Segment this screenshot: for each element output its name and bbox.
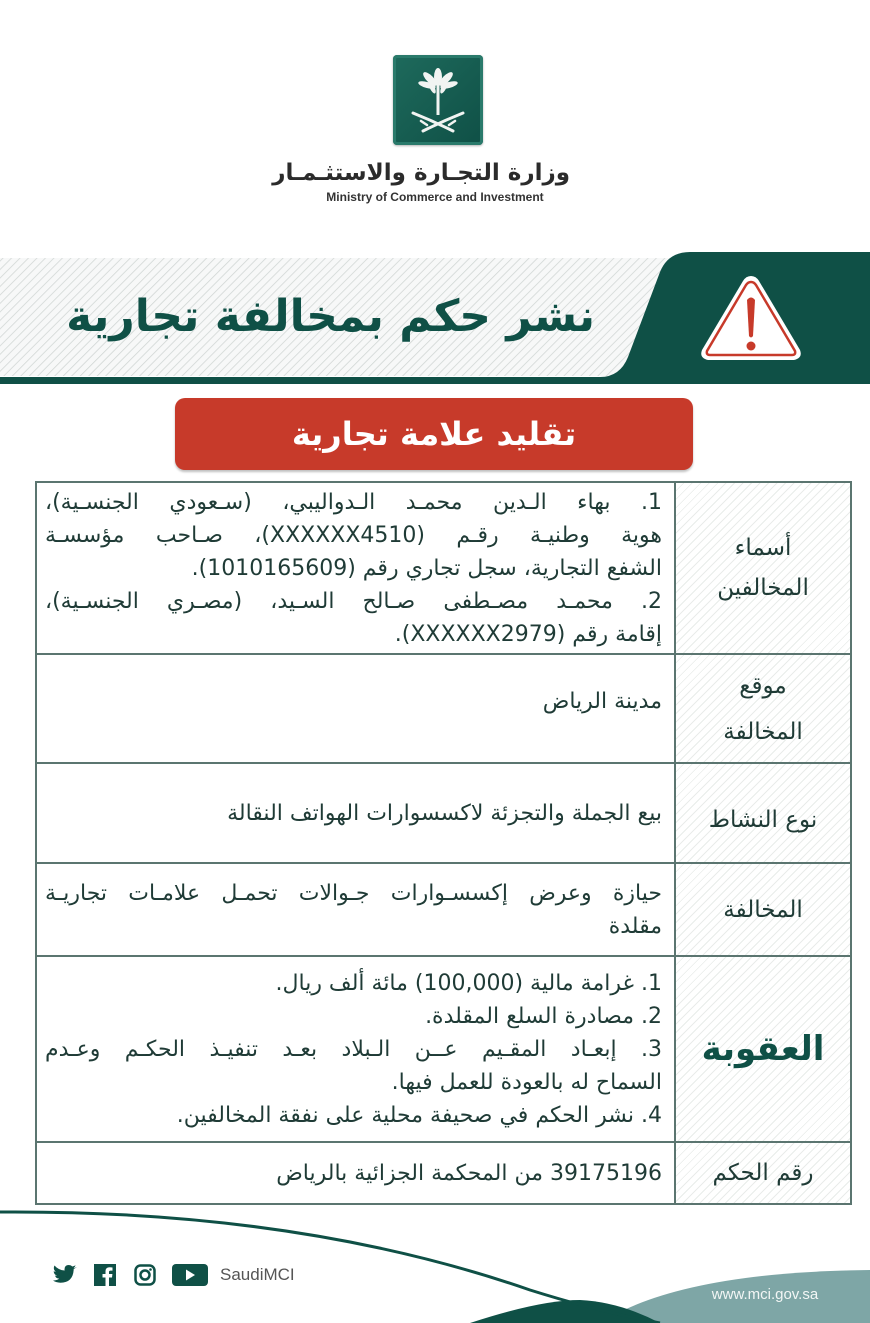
row-value-activity [37, 764, 674, 862]
facebook-icon[interactable] [92, 1262, 118, 1288]
table-row-penalty [37, 957, 850, 1143]
value-line: 39175196 من المحكمة الجزائية بالرياض [276, 1160, 662, 1186]
table-row-activity [37, 764, 850, 864]
value-line: إقامة رقم (XXXXXX2979). [394, 621, 662, 647]
row-label-line: المخالفة [723, 896, 803, 923]
row-value-penalty [37, 957, 674, 1141]
table-row-location [37, 655, 850, 764]
website-link[interactable]: www.mci.gov.sa [711, 1286, 819, 1303]
row-label-line: المخالفين [717, 575, 809, 601]
instagram-icon[interactable] [132, 1262, 158, 1288]
value-line: بيع الجملة والتجزئة لاكسسوارات الهواتف النقالة [227, 800, 662, 826]
ministry-logo [393, 55, 483, 145]
value-line: مدينة الرياض [542, 689, 662, 714]
value-line: الشفع التجارية، سجل تجاري رقم (1010165609). [191, 555, 662, 581]
value-line: 2. محمـد مصـطفى صـالح السـيد، (مصـري الجنسـية)، [45, 588, 662, 614]
social-links [52, 1262, 295, 1288]
row-value-location [37, 655, 674, 762]
row-label-violation [674, 864, 850, 955]
value-line: 1. غرامة مالية (100,000) مائة ألف ريال. [275, 970, 662, 996]
ministry-name-arabic: وزارة التجـارة والاستثـمـار [272, 160, 570, 186]
row-label-judgment-number [674, 1143, 850, 1203]
value-line: 2. مصادرة السلع المقلدة. [425, 1003, 662, 1029]
page-title: نشر حكم بمخالفة تجارية [66, 291, 595, 342]
row-label-line: رقم الحكم [712, 1160, 814, 1186]
value-line: هوية وطنيـة رقـم (XXXXXX4510)، صـاحب مؤسسـة [45, 522, 663, 548]
row-label-violators [674, 483, 850, 653]
judgment-details-table [35, 481, 852, 1205]
violation-type-badge: تقليد علامة تجارية [175, 398, 693, 470]
value-line: مقلدة [608, 913, 662, 939]
table-row-violation [37, 864, 850, 957]
row-label-line: نوع النشاط [708, 807, 818, 833]
row-label-penalty [674, 957, 850, 1141]
palm-and-swords-icon [393, 55, 483, 145]
twitter-icon[interactable] [52, 1262, 78, 1288]
row-label-activity [674, 764, 850, 862]
row-value-violators [37, 483, 674, 653]
row-label-line: موقع [739, 672, 787, 699]
value-line: السماح له بالعودة للعمل فيها. [391, 1069, 662, 1095]
value-line: 3. إبعـاد المقـيم عــن الـبلاد بعـد تنفيـذ الحكـم وعـدم [45, 1036, 662, 1062]
row-label-location [674, 655, 850, 762]
row-label-line: المخالفة [723, 718, 803, 745]
table-row-violators [37, 483, 850, 655]
youtube-icon[interactable] [172, 1262, 208, 1288]
row-label-line: أسماء [734, 535, 792, 561]
row-value-judgment-number [37, 1143, 674, 1203]
table-row-judgment-number [37, 1143, 850, 1205]
value-line: حيازة وعرض إكسسـوارات جـوالات تحمـل علامـات تجاريـة [45, 880, 662, 906]
social-handle[interactable]: SaudiMCI [220, 1265, 295, 1284]
ministry-name-english: Ministry of Commerce and Investment [326, 190, 544, 204]
value-line: 1. بهاء الـدين محمـد الـدواليبي، (سـعودي الجنسـية)، [45, 489, 662, 515]
row-label-line: العقوبة [701, 1029, 825, 1069]
warning-triangle-icon [696, 270, 806, 366]
row-value-violation [37, 864, 674, 955]
value-line: 4. نشر الحكم في صحيفة محلية على نفقة المخالفين. [176, 1102, 662, 1128]
